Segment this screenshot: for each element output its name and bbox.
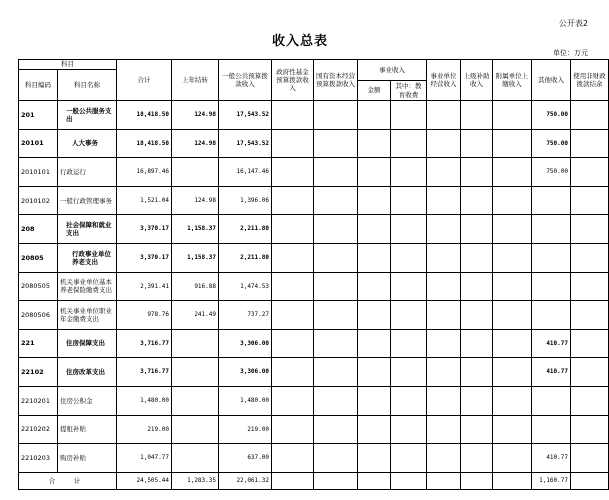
header-gov-fund: 政府性基金预算拨款收入 xyxy=(272,60,314,101)
empty-cell xyxy=(391,158,427,187)
empty-cell xyxy=(571,415,609,444)
empty-cell xyxy=(427,358,461,387)
empty-cell xyxy=(314,358,358,387)
general-cell: 17,543.52 xyxy=(219,129,272,158)
empty-cell xyxy=(391,129,427,158)
total-cell: 16,897.46 xyxy=(117,158,172,187)
totals-carryover-cell: 1,283.35 xyxy=(172,472,219,489)
empty-cell xyxy=(493,301,532,330)
empty-cell xyxy=(461,215,493,244)
subject-code-cell: 22102 xyxy=(19,358,58,387)
other-cell: 750.00 xyxy=(532,158,571,187)
empty-cell xyxy=(461,358,493,387)
totals-row xyxy=(19,472,609,489)
empty-cell xyxy=(493,329,532,358)
empty-cell xyxy=(493,444,532,473)
empty-cell xyxy=(358,243,391,272)
total-cell: 18,418.50 xyxy=(117,129,172,158)
empty-cell xyxy=(571,101,609,130)
empty-cell xyxy=(314,329,358,358)
empty-cell xyxy=(358,472,391,489)
empty-cell xyxy=(314,272,358,301)
empty-cell xyxy=(272,215,314,244)
empty-cell xyxy=(427,158,461,187)
empty-cell xyxy=(314,386,358,415)
empty-cell xyxy=(358,386,391,415)
empty-cell xyxy=(493,472,532,489)
empty-cell xyxy=(358,329,391,358)
general-cell: 1,396.06 xyxy=(219,186,272,215)
total-cell: 2,391.41 xyxy=(117,272,172,301)
total-cell: 1,480.00 xyxy=(117,386,172,415)
empty-cell xyxy=(427,272,461,301)
carryover-cell xyxy=(172,358,219,387)
empty-cell xyxy=(427,215,461,244)
empty-cell xyxy=(358,101,391,130)
general-cell: 3,306.00 xyxy=(219,329,272,358)
header-education-fee: 其中：教育收费 xyxy=(391,81,427,101)
carryover-cell xyxy=(172,386,219,415)
subject-code-cell: 221 xyxy=(19,329,58,358)
form-tag: 公开表2 xyxy=(558,19,588,28)
empty-cell xyxy=(391,243,427,272)
carryover-cell xyxy=(172,444,219,473)
empty-cell xyxy=(493,243,532,272)
empty-cell xyxy=(461,158,493,187)
general-cell: 1,480.00 xyxy=(219,386,272,415)
empty-cell xyxy=(272,472,314,489)
subject-name-cell: 行政事业单位养老支出 xyxy=(58,243,117,272)
totals-other-cell: 1,160.77 xyxy=(532,472,571,489)
empty-cell xyxy=(272,386,314,415)
carryover-cell: 124.98 xyxy=(172,101,219,130)
carryover-cell: 124.98 xyxy=(172,186,219,215)
empty-cell xyxy=(571,358,609,387)
total-cell: 18,418.50 xyxy=(117,101,172,130)
empty-cell xyxy=(493,101,532,130)
total-cell: 3,370.17 xyxy=(117,243,172,272)
empty-cell xyxy=(272,129,314,158)
total-cell: 978.76 xyxy=(117,301,172,330)
empty-cell xyxy=(391,472,427,489)
subject-code-cell: 2080506 xyxy=(19,301,58,330)
carryover-cell xyxy=(172,158,219,187)
empty-cell xyxy=(461,415,493,444)
header-unit-operation: 事业单位经营收入 xyxy=(427,60,461,101)
empty-cell xyxy=(314,186,358,215)
header-carryover: 上年结转 xyxy=(172,60,219,101)
header-non-fiscal-balance: 使用非财政拨款结余 xyxy=(571,60,609,101)
empty-cell xyxy=(272,158,314,187)
other-cell xyxy=(532,386,571,415)
table-row xyxy=(19,215,609,244)
total-cell: 1,047.77 xyxy=(117,444,172,473)
general-cell: 2,211.80 xyxy=(219,215,272,244)
table-row xyxy=(19,243,609,272)
empty-cell xyxy=(272,415,314,444)
subject-code-cell: 201 xyxy=(19,101,58,130)
table-row xyxy=(19,272,609,301)
empty-cell xyxy=(358,186,391,215)
empty-cell xyxy=(571,272,609,301)
empty-cell xyxy=(314,215,358,244)
header-state-capital: 国有资本经营预算拨款收入 xyxy=(314,60,358,101)
table-row xyxy=(19,415,609,444)
empty-cell xyxy=(461,329,493,358)
empty-cell xyxy=(391,329,427,358)
empty-cell xyxy=(571,215,609,244)
totals-total-cell: 24,505.44 xyxy=(117,472,172,489)
empty-cell xyxy=(571,243,609,272)
header-business-income: 事业收入 xyxy=(358,60,427,81)
header-total: 合计 xyxy=(117,60,172,101)
total-cell: 3,370.17 xyxy=(117,215,172,244)
other-cell: 750.00 xyxy=(532,129,571,158)
empty-cell xyxy=(272,272,314,301)
empty-cell xyxy=(427,386,461,415)
total-cell: 3,716.77 xyxy=(117,329,172,358)
empty-cell xyxy=(427,329,461,358)
table-row xyxy=(19,101,609,130)
header-subject: 科目 xyxy=(19,60,117,70)
other-cell xyxy=(532,272,571,301)
income-summary-table xyxy=(18,59,609,490)
empty-cell xyxy=(427,444,461,473)
empty-cell xyxy=(461,186,493,215)
empty-cell xyxy=(461,272,493,301)
page-title: 收入总表 xyxy=(271,34,328,49)
empty-cell xyxy=(358,158,391,187)
empty-cell xyxy=(493,358,532,387)
empty-cell xyxy=(493,415,532,444)
empty-cell xyxy=(427,301,461,330)
empty-cell xyxy=(427,101,461,130)
other-cell xyxy=(532,243,571,272)
other-cell: 410.77 xyxy=(532,444,571,473)
empty-cell xyxy=(461,472,493,489)
subject-name-cell: 机关事业单位基本养老保险缴费支出 xyxy=(58,272,117,301)
subject-name-cell: 购房补贴 xyxy=(58,444,117,473)
empty-cell xyxy=(427,472,461,489)
subject-code-cell: 20101 xyxy=(19,129,58,158)
total-cell: 219.00 xyxy=(117,415,172,444)
empty-cell xyxy=(391,301,427,330)
header-higher-subsidy: 上级补助收入 xyxy=(461,60,493,101)
carryover-cell xyxy=(172,415,219,444)
empty-cell xyxy=(461,243,493,272)
general-cell: 737.27 xyxy=(219,301,272,330)
empty-cell xyxy=(272,186,314,215)
empty-cell xyxy=(272,301,314,330)
empty-cell xyxy=(493,215,532,244)
subject-code-cell: 2010102 xyxy=(19,186,58,215)
empty-cell xyxy=(391,186,427,215)
empty-cell xyxy=(427,243,461,272)
general-cell: 219.00 xyxy=(219,415,272,444)
header-subsidiary-turnover: 附属单位上缴收入 xyxy=(493,60,532,101)
empty-cell xyxy=(571,386,609,415)
empty-cell xyxy=(461,386,493,415)
table-row xyxy=(19,444,609,473)
other-cell: 750.00 xyxy=(532,101,571,130)
empty-cell xyxy=(272,358,314,387)
subject-name-cell: 一般行政管理事务 xyxy=(58,186,117,215)
empty-cell xyxy=(272,243,314,272)
unit-label: 单位：万元 xyxy=(553,49,588,57)
empty-cell xyxy=(571,329,609,358)
table-row xyxy=(19,358,609,387)
empty-cell xyxy=(314,472,358,489)
empty-cell xyxy=(358,444,391,473)
other-cell xyxy=(532,301,571,330)
general-cell: 16,147.46 xyxy=(219,158,272,187)
empty-cell xyxy=(493,158,532,187)
empty-cell xyxy=(461,129,493,158)
subject-name-cell: 住房保障支出 xyxy=(58,329,117,358)
empty-cell xyxy=(391,415,427,444)
other-cell xyxy=(532,186,571,215)
subject-name-cell: 机关事业单位职业年金缴费支出 xyxy=(58,301,117,330)
empty-cell xyxy=(571,472,609,489)
empty-cell xyxy=(358,215,391,244)
carryover-cell: 916.88 xyxy=(172,272,219,301)
empty-cell xyxy=(358,415,391,444)
empty-cell xyxy=(314,444,358,473)
total-cell: 1,521.04 xyxy=(117,186,172,215)
other-cell xyxy=(532,215,571,244)
subject-code-cell: 2210201 xyxy=(19,386,58,415)
table-body xyxy=(19,101,609,490)
general-cell: 3,306.00 xyxy=(219,358,272,387)
empty-cell xyxy=(272,101,314,130)
empty-cell xyxy=(358,301,391,330)
empty-cell xyxy=(391,101,427,130)
subject-code-cell: 2210203 xyxy=(19,444,58,473)
table-row xyxy=(19,158,609,187)
empty-cell xyxy=(493,272,532,301)
empty-cell xyxy=(272,329,314,358)
totals-label: 合 计 xyxy=(19,472,117,489)
subject-name-cell: 住房公积金 xyxy=(58,386,117,415)
empty-cell xyxy=(314,158,358,187)
empty-cell xyxy=(461,101,493,130)
carryover-cell: 1,158.37 xyxy=(172,243,219,272)
subject-name-cell: 人大事务 xyxy=(58,129,117,158)
carryover-cell xyxy=(172,329,219,358)
subject-code-cell: 208 xyxy=(19,215,58,244)
empty-cell xyxy=(571,301,609,330)
subject-name-cell: 一般公共服务支出 xyxy=(58,101,117,130)
carryover-cell: 124.98 xyxy=(172,129,219,158)
carryover-cell: 1,158.37 xyxy=(172,215,219,244)
other-cell xyxy=(532,415,571,444)
subject-code-cell: 2210202 xyxy=(19,415,58,444)
empty-cell xyxy=(571,444,609,473)
empty-cell xyxy=(493,129,532,158)
empty-cell xyxy=(461,444,493,473)
general-cell: 2,211.80 xyxy=(219,243,272,272)
empty-cell xyxy=(314,301,358,330)
other-cell: 410.77 xyxy=(532,358,571,387)
empty-cell xyxy=(391,444,427,473)
header-other-income: 其他收入 xyxy=(532,60,571,101)
header-code: 科目编码 xyxy=(19,70,58,101)
general-cell: 17,543.52 xyxy=(219,101,272,130)
general-cell: 1,474.53 xyxy=(219,272,272,301)
empty-cell xyxy=(358,358,391,387)
empty-cell xyxy=(391,386,427,415)
subject-name-cell: 住房改革支出 xyxy=(58,358,117,387)
carryover-cell: 241.49 xyxy=(172,301,219,330)
table-row xyxy=(19,129,609,158)
subject-name-cell: 社会保障和就业支出 xyxy=(58,215,117,244)
empty-cell xyxy=(493,186,532,215)
subject-code-cell: 2010101 xyxy=(19,158,58,187)
subject-code-cell: 20805 xyxy=(19,243,58,272)
empty-cell xyxy=(427,186,461,215)
empty-cell xyxy=(314,415,358,444)
empty-cell xyxy=(427,129,461,158)
empty-cell xyxy=(314,243,358,272)
empty-cell xyxy=(314,101,358,130)
empty-cell xyxy=(461,301,493,330)
empty-cell xyxy=(272,444,314,473)
totals-general-cell: 22,061.32 xyxy=(219,472,272,489)
empty-cell xyxy=(358,272,391,301)
total-cell: 3,716.77 xyxy=(117,358,172,387)
header-amount: 金额 xyxy=(358,81,391,101)
empty-cell xyxy=(571,158,609,187)
empty-cell xyxy=(314,129,358,158)
empty-cell xyxy=(391,215,427,244)
table-row xyxy=(19,301,609,330)
header-general-budget: 一般公共预算拨款收入 xyxy=(219,60,272,101)
empty-cell xyxy=(571,186,609,215)
table-row xyxy=(19,386,609,415)
general-cell: 637.00 xyxy=(219,444,272,473)
empty-cell xyxy=(427,415,461,444)
table-row xyxy=(19,329,609,358)
subject-code-cell: 2080505 xyxy=(19,272,58,301)
empty-cell xyxy=(358,129,391,158)
subject-name-cell: 提租补贴 xyxy=(58,415,117,444)
subject-name-cell: 行政运行 xyxy=(58,158,117,187)
empty-cell xyxy=(391,358,427,387)
empty-cell xyxy=(571,129,609,158)
empty-cell xyxy=(493,386,532,415)
table-row xyxy=(19,186,609,215)
other-cell: 410.77 xyxy=(532,329,571,358)
empty-cell xyxy=(391,272,427,301)
header-name: 科目名称 xyxy=(58,70,117,101)
